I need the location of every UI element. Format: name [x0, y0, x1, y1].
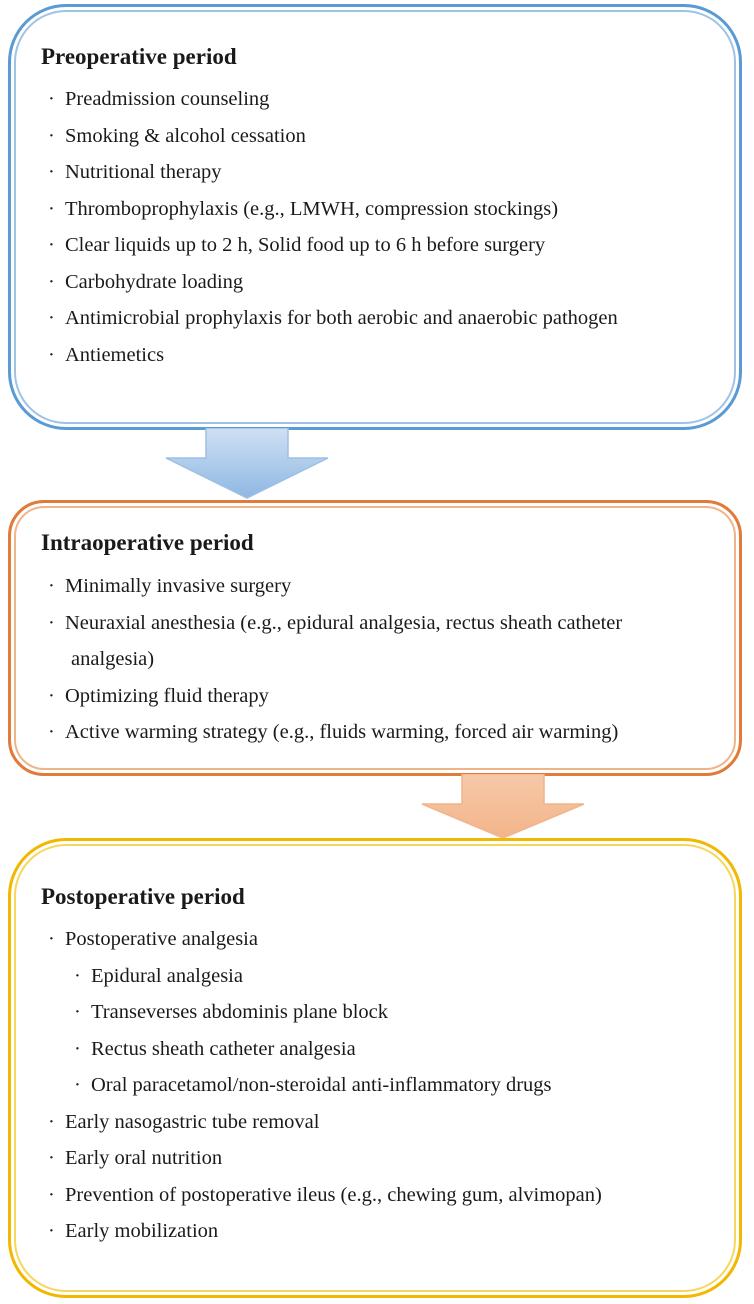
list-item: · Nutritional therapy [45, 154, 727, 191]
list-item: · Thromboprophylaxis (e.g., LMWH, compression stockings) [45, 191, 727, 228]
list-item: · Prevention of postoperative ileus (e.g., chewing gum, alvimopan) [45, 1177, 727, 1214]
list-item: · Early nasogastric tube removal [45, 1104, 727, 1141]
sub-list-item: · Epidural analgesia [45, 958, 727, 995]
postoperative-box [8, 838, 742, 1298]
sub-list-item: · Rectus sheath catheter analgesia [45, 1031, 727, 1068]
intraoperative-title: Intraoperative period [41, 530, 254, 555]
sub-list-item: · Transeverses abdominis plane block [45, 994, 727, 1031]
list-item: · Minimally invasive surgery [45, 568, 727, 605]
preoperative-list [45, 81, 727, 373]
down-arrow-icon [420, 774, 586, 840]
list-item: · Clear liquids up to 2 h, Solid food up to 6 h before surgery [45, 227, 727, 264]
list-item: · Smoking & alcohol cessation [45, 118, 727, 155]
list-item: · Carbohydrate loading [45, 264, 727, 301]
list-item: · Postoperative analgesia [45, 921, 727, 958]
preoperative-box [8, 4, 742, 430]
intraoperative-box [8, 500, 742, 776]
list-item: · Early mobilization [45, 1213, 727, 1250]
list-item: · Antiemetics [45, 337, 727, 374]
list-item: · Antimicrobial prophylaxis for both aerobic and anaerobic pathogen [45, 300, 727, 337]
list-item: · Optimizing fluid therapy [45, 678, 727, 715]
intraoperative-list [45, 568, 727, 751]
postoperative-title: Postoperative period [41, 884, 245, 909]
list-item: · Preadmission counseling [45, 81, 727, 118]
list-item: · Early oral nutrition [45, 1140, 727, 1177]
list-item: · Neuraxial anesthesia (e.g., epidural analgesia, rectus sheath catheter [45, 605, 727, 642]
preoperative-title: Preoperative period [41, 44, 237, 69]
list-item-continuation [45, 641, 727, 678]
list-item-continuation-text: analgesia) [71, 648, 155, 670]
sub-list-item: · Oral paracetamol/non-steroidal anti-inflammatory drugs [45, 1067, 727, 1104]
postoperative-list [45, 921, 727, 1250]
down-arrow-icon [164, 428, 330, 500]
list-item: · Active warming strategy (e.g., fluids warming, forced air warming) [45, 714, 727, 751]
